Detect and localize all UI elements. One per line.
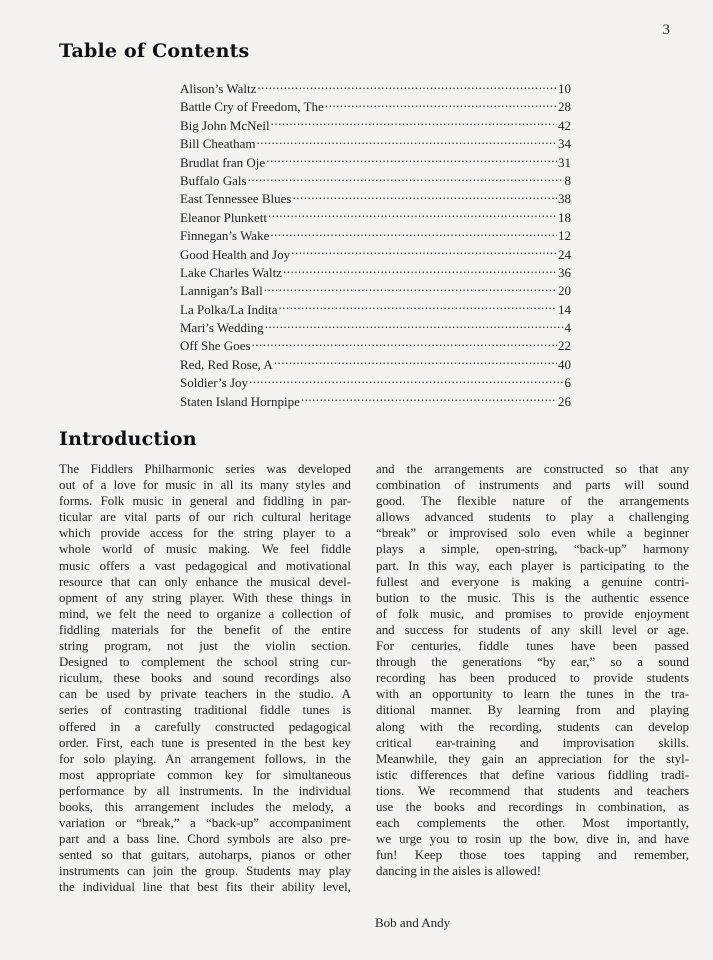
toc-entry bbox=[180, 226, 571, 244]
toc-leader-dots bbox=[291, 245, 557, 259]
paragraph-line: ticular are vital parts of our rich cultural heritage bbox=[59, 510, 351, 525]
toc-leader-dots bbox=[293, 189, 558, 203]
paragraph-line: order. First, each tune is presented in the best key bbox=[59, 735, 351, 750]
paragraph-line: For centuries, fiddle tunes have been passed bbox=[376, 639, 689, 654]
paragraph-line: and the arrangements are constructed so that any bbox=[376, 462, 689, 476]
paragraph-line: with an opportunity to learn the tunes in the tra- bbox=[376, 687, 689, 702]
paragraph-line: good. The flexible nature of the arrangements bbox=[376, 494, 689, 509]
introduction-heading: Introduction bbox=[59, 428, 197, 450]
toc-entry-title: Bill Cheatham bbox=[180, 136, 256, 152]
paragraph-line: we urge you to rosin up the bow, dive in, and have bbox=[376, 832, 689, 847]
introduction-left-column bbox=[59, 462, 351, 897]
toc-entry-title: Good Health and Joy bbox=[180, 246, 291, 262]
paragraph-line: forms. Folk music in general and fiddling in par- bbox=[59, 494, 351, 509]
paragraph-line: allows advanced students to play a challenging bbox=[376, 510, 689, 525]
toc-entry bbox=[180, 281, 571, 299]
toc-entry-title: Eleanor Plunkett bbox=[180, 209, 268, 225]
paragraph-line: performance by all instruments. In the individual bbox=[59, 783, 351, 798]
toc-entry bbox=[180, 208, 571, 226]
paragraph-line: fun! Keep those toes tapping and remember, bbox=[376, 848, 689, 863]
paragraph-line: can be used by private teachers in the studio. A bbox=[59, 687, 351, 702]
toc-leader-dots bbox=[325, 97, 557, 111]
toc-entry-page: 6 bbox=[564, 375, 571, 391]
paragraph-line: Meanwhile, they gain an appreciation for the styl- bbox=[376, 751, 689, 766]
toc-leader-dots bbox=[257, 79, 557, 93]
toc-entry-title: Lake Charles Waltz bbox=[180, 264, 282, 280]
toc-entry bbox=[180, 392, 571, 410]
paragraph-line: books, this arrangement includes the melody, a bbox=[59, 799, 351, 814]
toc-heading: Table of Contents bbox=[59, 40, 250, 62]
toc-entry-page: 28 bbox=[558, 99, 571, 115]
toc-entry-title: Big John McNeil bbox=[180, 117, 270, 133]
paragraph-line: mind, we felt the need to organize a collection of bbox=[59, 606, 351, 621]
paragraph-line: the individual line that best fits their ability level, bbox=[59, 880, 351, 895]
toc-entry-title: Buffalo Gals bbox=[180, 172, 247, 188]
paragraph-line: series of contrasting traditional fiddle tunes is bbox=[59, 703, 351, 718]
introduction-right-column bbox=[376, 462, 689, 880]
toc-leader-dots bbox=[301, 392, 557, 406]
toc-entry-page: 10 bbox=[558, 81, 571, 96]
toc-leader-dots bbox=[270, 226, 557, 240]
toc-entry-title: Staten Island Hornpipe bbox=[180, 393, 300, 409]
toc-entry bbox=[180, 373, 571, 391]
paragraph-line: recording has been produced to provide students bbox=[376, 671, 689, 686]
toc-entry bbox=[180, 318, 571, 336]
toc-entry-page: 36 bbox=[558, 264, 571, 280]
toc-leader-dots bbox=[249, 373, 563, 387]
paragraph-line: resource that can only enhance the musical devel- bbox=[59, 574, 351, 589]
toc-leader-dots bbox=[278, 300, 557, 314]
toc-entry bbox=[180, 171, 571, 189]
toc-entry-title: Off She Goes bbox=[180, 338, 251, 354]
toc-entry bbox=[180, 97, 571, 115]
toc-entry-title: Lannigan’s Ball bbox=[180, 283, 263, 299]
paragraph-line: and success for students of any skill level or age. bbox=[376, 622, 689, 637]
paragraph-line: use the books and recordings in combination, as bbox=[376, 799, 689, 814]
paragraph-line: critical ear-training and improvisation skills. bbox=[376, 735, 689, 750]
paragraph-line: sented so that guitars, autoharps, pianos or other bbox=[59, 848, 351, 863]
paragraph-line: variation or “break,” a “back-up” accompaniment bbox=[59, 816, 351, 831]
toc-entry bbox=[180, 336, 571, 354]
toc-leader-dots bbox=[266, 153, 557, 167]
toc-entry-page: 24 bbox=[558, 246, 571, 262]
paragraph-line: for solo playing. An arrangement follows, in the bbox=[59, 751, 351, 766]
paragraph-line: part. In this way, each player is participating to the bbox=[376, 558, 689, 573]
paragraph-line: istic differences that define various fiddling tradi- bbox=[376, 767, 689, 782]
toc-entry-page: 42 bbox=[558, 117, 571, 133]
paragraph-line: opment of any string player. With these things in bbox=[59, 590, 351, 605]
paragraph-line: string program, not just the violin section. bbox=[59, 639, 351, 654]
paragraph-line: whole world of music making. We feel fiddle bbox=[59, 542, 351, 557]
toc-entry bbox=[180, 189, 571, 207]
page-number: 3 bbox=[662, 22, 670, 38]
signature: Bob and Andy bbox=[375, 915, 451, 930]
toc-list bbox=[180, 79, 571, 410]
toc-entry-page: 34 bbox=[558, 136, 571, 152]
toc-entry-title: La Polka/La Indita bbox=[180, 301, 278, 317]
toc-leader-dots bbox=[256, 134, 557, 148]
paragraph-line: The Fiddlers Philharmonic series was developed bbox=[59, 462, 351, 476]
toc-leader-dots bbox=[265, 318, 564, 332]
toc-leader-dots bbox=[271, 116, 557, 130]
toc-entry-title: Soldier’s Joy bbox=[180, 375, 249, 391]
toc-leader-dots bbox=[248, 171, 564, 185]
toc-entry-page: 18 bbox=[558, 209, 571, 225]
toc-entry-page: 12 bbox=[558, 228, 571, 244]
paragraph-line: each complements the other. Most importantly, bbox=[376, 816, 689, 831]
toc-entry bbox=[180, 79, 571, 97]
paragraph-line: which provide access for the string player to a bbox=[59, 526, 351, 541]
paragraph-line: ditional manner. By learning from and playing bbox=[376, 703, 689, 718]
toc-entry-title: Red, Red Rose, A bbox=[180, 356, 273, 372]
paragraph-line: instruments can join the group. Students may play bbox=[59, 864, 351, 879]
toc-entry-page: 22 bbox=[558, 338, 571, 354]
toc-leader-dots bbox=[268, 208, 557, 222]
toc-entry-page: 40 bbox=[558, 356, 571, 372]
toc-entry-title: Battle Cry of Freedom, The bbox=[180, 99, 324, 115]
paragraph-line: of folk music, and promises to provide enjoyment bbox=[376, 606, 689, 621]
toc-entry bbox=[180, 300, 571, 318]
toc-entry-page: 4 bbox=[564, 320, 571, 336]
toc-leader-dots bbox=[264, 281, 557, 295]
paragraph-line: bution to the music. This is the authentic essence bbox=[376, 590, 689, 605]
toc-entry-title: Finnegan’s Wake bbox=[180, 228, 270, 244]
paragraph-line: Designed to complement the school string cur- bbox=[59, 655, 351, 670]
paragraph-line: dancing in the aisles is allowed! bbox=[376, 864, 542, 879]
toc-entry bbox=[180, 263, 571, 281]
paragraph-line: “break” or improvised solo even while a beginner bbox=[376, 526, 689, 541]
paragraph-line: tions. We recommend that students and teachers bbox=[376, 783, 689, 798]
paragraph-line: offered in a carefully constructed pedagogical bbox=[59, 719, 351, 734]
toc-entry-title: Alison’s Waltz bbox=[180, 81, 257, 96]
toc-entry-title: Mari’s Wedding bbox=[180, 320, 264, 336]
paragraph-line: along with the recording, students can develop bbox=[376, 719, 689, 734]
toc-entry-page: 20 bbox=[558, 283, 571, 299]
toc-entry-page: 31 bbox=[558, 154, 571, 170]
toc-entry bbox=[180, 355, 571, 373]
toc-entry bbox=[180, 153, 571, 171]
toc-leader-dots bbox=[283, 263, 557, 277]
toc-entry bbox=[180, 245, 571, 263]
paragraph-line: riculum, these books and sound recordings also bbox=[59, 671, 351, 686]
paragraph-line: fiddling materials for the benefit of the entire bbox=[59, 622, 351, 637]
toc-entry-title: Brudlat fran Oje bbox=[180, 154, 266, 170]
toc-entry-page: 38 bbox=[558, 191, 571, 207]
paragraph-line: plays a simple, open-string, “back-up” harmony bbox=[376, 542, 689, 557]
paragraph-line: music offers a vast pedagogical and motivational bbox=[59, 558, 351, 573]
toc-entry bbox=[180, 116, 571, 134]
paragraph-line: part and a bass line. Chord symbols are also pre- bbox=[59, 832, 351, 847]
toc-entry bbox=[180, 134, 571, 152]
toc-leader-dots bbox=[252, 336, 557, 350]
toc-entry-title: East Tennessee Blues bbox=[180, 191, 292, 207]
toc-entry-page: 14 bbox=[558, 301, 571, 317]
toc-leader-dots bbox=[274, 355, 557, 369]
toc-entry-page: 26 bbox=[558, 393, 571, 409]
paragraph-line: fullest and everyone is making a genuine contri- bbox=[376, 574, 689, 589]
toc-entry-page: 8 bbox=[564, 172, 571, 188]
paragraph-line: out of a love for music in all its many styles and bbox=[59, 478, 351, 493]
paragraph-line: combination of instruments and parts will sound bbox=[376, 478, 689, 493]
paragraph-line: through the generations “by ear,” so a sound bbox=[376, 655, 689, 670]
paragraph-line: most appropriate common key for simultaneous bbox=[59, 767, 351, 782]
